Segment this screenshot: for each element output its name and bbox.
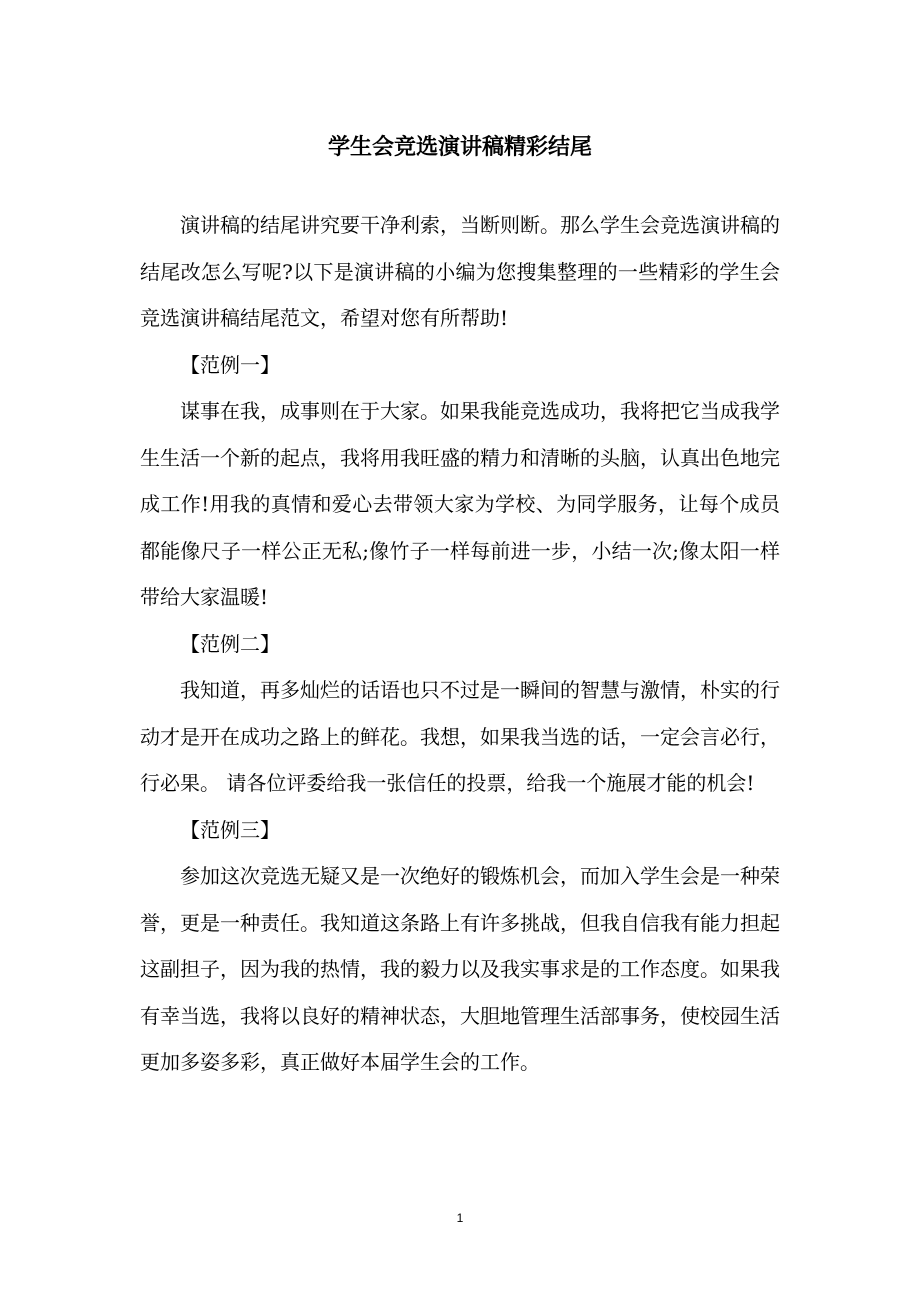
page-number: 1 [456, 1211, 464, 1225]
document-body [140, 202, 780, 1086]
example-3-label: 【范例三】 [180, 817, 280, 842]
example-3-paragraph: 参加这次竞选无疑又是一次绝好的锻炼机会，而加入学生会是一种荣誉，更是一种责任。我知道这条路上有许多挑战，但我自信我有能力担起这副担子，因为我的热情，我的毅力以及我实事求是的工作态度。如果我有幸当选，我将以良好的精神状态，大胆地管理生活部事务，使校园生活更加多姿多彩，真正做好本届学生会的工作。 [140, 864, 780, 1074]
example-2-paragraph: 我知道，再多灿烂的话语也只不过是一瞬间的智慧与激情，朴实的行动才是开在成功之路上的鲜花。我想，如果我当选的话，一定会言必行，行必果。 请各位评委给我一张信任的投票，给我一个施展才能的机会! [140, 678, 780, 795]
document-title: 学生会竞选演讲稿精彩结尾 [327, 135, 592, 160]
example-1-label: 【范例一】 [180, 352, 280, 377]
example-1-paragraph: 谋事在我，成事则在于大家。如果我能竞选成功，我将把它当成我学生生活一个新的起点，我将用我旺盛的精力和清晰的头脑，认真出色地完成工作!用我的真情和爱心去带领大家为学校、为同学服务，让每个成员都能像尺子一样公正无私;像竹子一样每前进一步，小结一次;像太阳一样带给大家温暖! [140, 399, 780, 609]
example-2-label: 【范例二】 [180, 631, 280, 656]
intro-paragraph: 演讲稿的结尾讲究要干净利索，当断则断。那么学生会竞选演讲稿的结尾改怎么写呢?以下是演讲稿的小编为您搜集整理的一些精彩的学生会竞选演讲稿结尾范文，希望对您有所帮助! [140, 213, 780, 330]
